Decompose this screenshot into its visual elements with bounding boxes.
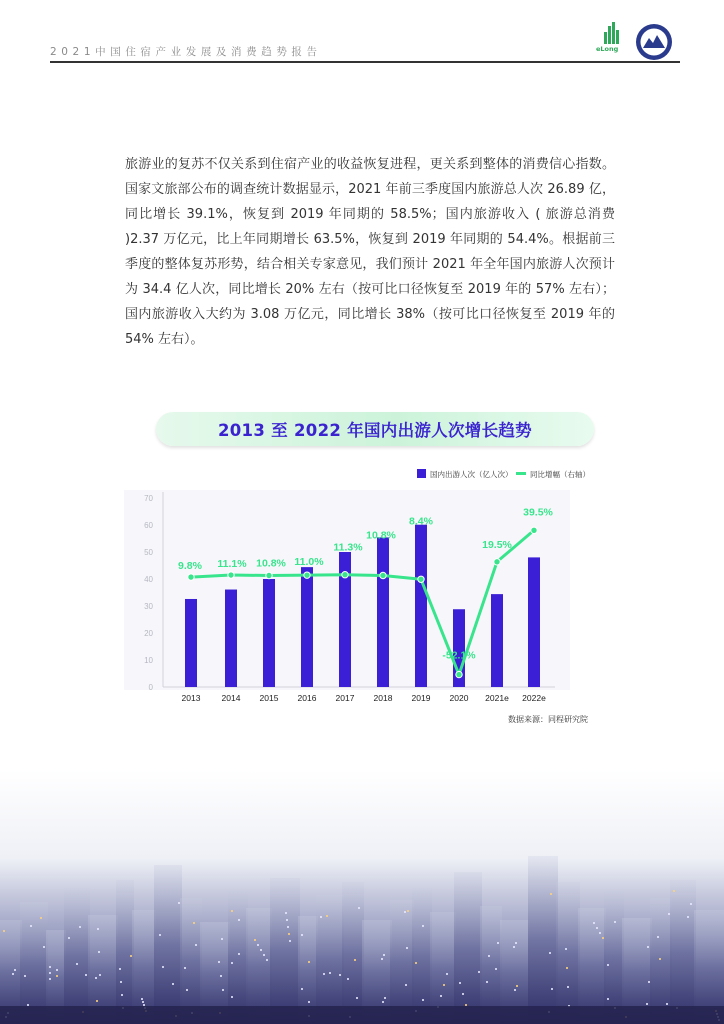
- window-light: [565, 948, 567, 950]
- window-light: [221, 938, 223, 940]
- window-light: [550, 893, 552, 895]
- y-tick-label: 30: [144, 602, 153, 611]
- window-light: [301, 988, 303, 990]
- growth-point-2021e: [494, 559, 500, 565]
- window-light: [648, 981, 650, 983]
- bar-2014: [225, 590, 237, 687]
- building: [270, 878, 300, 1024]
- window-light: [329, 972, 331, 974]
- window-light: [323, 973, 325, 975]
- window-light: [320, 916, 322, 918]
- window-light: [49, 978, 51, 980]
- window-light: [79, 926, 81, 928]
- window-light: [516, 985, 518, 987]
- window-light: [40, 917, 42, 919]
- window-light: [497, 942, 499, 944]
- window-light: [186, 989, 188, 991]
- building: [650, 898, 672, 1024]
- growth-label: 8.4%: [409, 515, 433, 528]
- window-light: [222, 989, 224, 991]
- y-tick-label: 50: [144, 548, 153, 557]
- window-light: [358, 907, 360, 909]
- window-light: [567, 986, 569, 988]
- window-light: [195, 944, 197, 946]
- window-light: [687, 916, 689, 918]
- window-light: [659, 958, 661, 960]
- window-light: [288, 933, 290, 935]
- window-light: [184, 967, 186, 969]
- growth-label: 10.8%: [256, 557, 286, 570]
- window-light: [666, 1003, 668, 1005]
- growth-label: 11.3%: [333, 541, 363, 554]
- window-light: [551, 988, 553, 990]
- window-light: [422, 925, 424, 927]
- window-light: [193, 922, 195, 924]
- elong-logo-text: eLong: [596, 45, 619, 53]
- chart-title: 2013 至 2022 年国内出游人次增长趋势: [218, 421, 532, 440]
- window-light: [289, 940, 291, 942]
- bar-2013: [185, 599, 197, 687]
- window-light: [231, 996, 233, 998]
- window-light: [130, 955, 132, 957]
- growth-point-2017: [342, 572, 348, 578]
- window-light: [120, 981, 122, 983]
- window-light: [238, 919, 240, 921]
- window-light: [97, 928, 99, 930]
- window-light: [381, 958, 383, 960]
- growth-label: 11.1%: [217, 558, 247, 571]
- window-light: [495, 968, 497, 970]
- window-light: [446, 973, 448, 975]
- bar-2022e: [528, 557, 540, 687]
- window-light: [56, 969, 58, 971]
- growth-point-2016: [304, 572, 310, 578]
- window-light: [354, 959, 356, 961]
- bar-2016: [301, 567, 313, 687]
- building: [670, 880, 696, 1024]
- window-light: [287, 926, 289, 928]
- building: [528, 856, 558, 1024]
- y-tick-label: 20: [144, 629, 153, 638]
- window-light: [443, 984, 445, 986]
- building: [454, 872, 482, 1024]
- window-light: [405, 984, 407, 986]
- window-light: [3, 930, 5, 932]
- window-light: [257, 944, 259, 946]
- x-tick-label: 2016: [297, 693, 317, 703]
- window-light: [607, 964, 609, 966]
- growth-point-2022e: [531, 527, 537, 533]
- window-light: [98, 951, 100, 953]
- y-tick-label: 70: [144, 494, 153, 503]
- x-tick-label: 2013: [181, 693, 201, 703]
- window-light: [95, 977, 97, 979]
- window-light: [347, 978, 349, 980]
- window-light: [515, 942, 517, 944]
- window-light: [30, 925, 32, 927]
- x-tick-label: 2017: [335, 693, 355, 703]
- report-title: 2021中国住宿产业发展及消费趋势报告: [50, 46, 322, 58]
- growth-label: 11.0%: [294, 556, 324, 569]
- window-light: [690, 903, 692, 905]
- growth-label: -52.1%: [442, 649, 476, 662]
- building: [604, 890, 624, 1024]
- window-light: [478, 971, 480, 973]
- window-light: [383, 954, 385, 956]
- window-light: [549, 952, 551, 954]
- building: [342, 882, 364, 1024]
- data-source: 数据来源：同程研究院: [508, 715, 588, 724]
- window-light: [404, 911, 406, 913]
- window-light: [218, 961, 220, 963]
- window-light: [24, 975, 26, 977]
- y-tick-label: 40: [144, 575, 153, 584]
- window-light: [465, 1004, 467, 1006]
- window-light: [607, 998, 609, 1000]
- legend-bar-label: 国内出游人次（亿人次）: [430, 470, 513, 479]
- window-light: [14, 969, 16, 971]
- window-light: [673, 890, 675, 892]
- x-tick-label: 2019: [411, 693, 431, 703]
- city-skyline-background: [0, 770, 724, 1024]
- window-light: [49, 966, 51, 968]
- window-light: [462, 993, 464, 995]
- window-light: [301, 934, 303, 936]
- window-light: [668, 913, 670, 915]
- y-tick-label: 0: [148, 683, 153, 692]
- window-light: [159, 934, 161, 936]
- window-light: [142, 1001, 144, 1003]
- window-light: [43, 946, 45, 948]
- window-light: [356, 997, 358, 999]
- window-light: [486, 981, 488, 983]
- window-light: [326, 915, 328, 917]
- paragraph-text: 旅游业的复苏不仅关系到住宿产业的收益恢复进程，更关系到整体的消费信心指数。国家文旅部公布的调查统计数据显示，2021 年前三季度国内旅游总人次 26.89 亿，同比增长 39.1%，恢复到 2019 年同期的 58.5%；国内旅游收入 ( 旅游总消费 )2.37 万亿元，比上年同期增长 63.5%，恢复到 2019 年同期的 54.4%。根据前三季度的整体复苏形势，结合相关专家意见，我们预计 2021 年全年国内旅游人次预计为 34.4 亿人次，同比增长 20% 左右（按可比口径恢复至 2019 年的 57% 左右）；国内旅游收入大约为 3.08 万亿元，同比增长 38%（按可比口径恢复至 2019 年的 54% 左右）。: [125, 157, 615, 347]
- building: [154, 865, 182, 1024]
- window-light: [415, 962, 417, 964]
- window-light: [260, 949, 262, 951]
- window-light: [382, 1001, 384, 1003]
- window-light: [308, 961, 310, 963]
- window-light: [266, 959, 268, 961]
- window-light: [231, 910, 233, 912]
- window-light: [238, 953, 240, 955]
- growth-label: 10.8%: [366, 529, 396, 542]
- window-light: [286, 919, 288, 921]
- growth-point-2014: [228, 572, 234, 578]
- bar-2021e: [491, 594, 503, 687]
- window-light: [657, 936, 659, 938]
- window-light: [593, 922, 595, 924]
- x-tick-label: 2020: [449, 693, 469, 703]
- window-light: [76, 963, 78, 965]
- window-light: [162, 966, 164, 968]
- window-light: [308, 1001, 310, 1003]
- window-light: [231, 962, 233, 964]
- window-light: [566, 967, 568, 969]
- growth-label: 39.5%: [523, 506, 553, 519]
- window-light: [263, 954, 265, 956]
- building: [412, 888, 432, 1024]
- growth-point-2019: [418, 576, 424, 582]
- window-light: [143, 1004, 145, 1006]
- window-light: [339, 974, 341, 976]
- legend-line-label: 同比增幅（右轴）: [530, 470, 590, 479]
- bar-2018: [377, 537, 389, 687]
- y-tick-label: 10: [144, 656, 153, 665]
- growth-label: 9.8%: [178, 560, 202, 573]
- building: [390, 900, 414, 1024]
- growth-point-2015: [266, 572, 272, 578]
- bar-2015: [263, 579, 275, 687]
- building: [180, 898, 202, 1024]
- growth-point-2020: [456, 671, 462, 677]
- window-light: [440, 995, 442, 997]
- window-light: [647, 946, 649, 948]
- window-light: [285, 912, 287, 914]
- window-light: [459, 982, 461, 984]
- window-light: [27, 1004, 29, 1006]
- bar-2019: [415, 525, 427, 687]
- window-light: [220, 975, 222, 977]
- window-light: [99, 974, 101, 976]
- window-light: [12, 973, 14, 975]
- window-light: [514, 989, 516, 991]
- window-light: [178, 902, 180, 904]
- growth-point-2013: [188, 574, 194, 580]
- building: [20, 902, 48, 1024]
- window-light: [49, 972, 51, 974]
- window-light: [384, 997, 386, 999]
- window-light: [407, 910, 409, 912]
- growth-label: 19.5%: [482, 538, 512, 551]
- x-tick-label: 2015: [259, 693, 279, 703]
- window-light: [119, 968, 121, 970]
- window-light: [513, 946, 515, 948]
- window-light: [406, 947, 408, 949]
- window-light: [602, 937, 604, 939]
- building: [556, 882, 580, 1024]
- window-light: [614, 921, 616, 923]
- window-light: [56, 975, 58, 977]
- window-light: [254, 939, 256, 941]
- window-light: [488, 955, 490, 957]
- growth-point-2018: [380, 572, 386, 578]
- building: [316, 895, 344, 1024]
- window-light: [172, 983, 174, 985]
- ground-shade: [0, 1006, 724, 1024]
- window-light: [646, 1003, 648, 1005]
- x-tick-label: 2018: [373, 693, 393, 703]
- window-light: [422, 999, 424, 1001]
- window-light: [596, 927, 598, 929]
- legend-bar-swatch: [417, 469, 426, 478]
- building: [64, 888, 90, 1024]
- x-tick-label: 2022e: [522, 693, 546, 703]
- window-light: [96, 1000, 98, 1002]
- y-tick-label: 60: [144, 521, 153, 530]
- window-light: [599, 932, 601, 934]
- window-light: [121, 994, 123, 996]
- window-light: [141, 998, 143, 1000]
- x-tick-label: 2021e: [485, 693, 509, 703]
- window-light: [85, 974, 87, 976]
- building: [116, 880, 134, 1024]
- window-light: [68, 937, 70, 939]
- x-tick-label: 2014: [221, 693, 241, 703]
